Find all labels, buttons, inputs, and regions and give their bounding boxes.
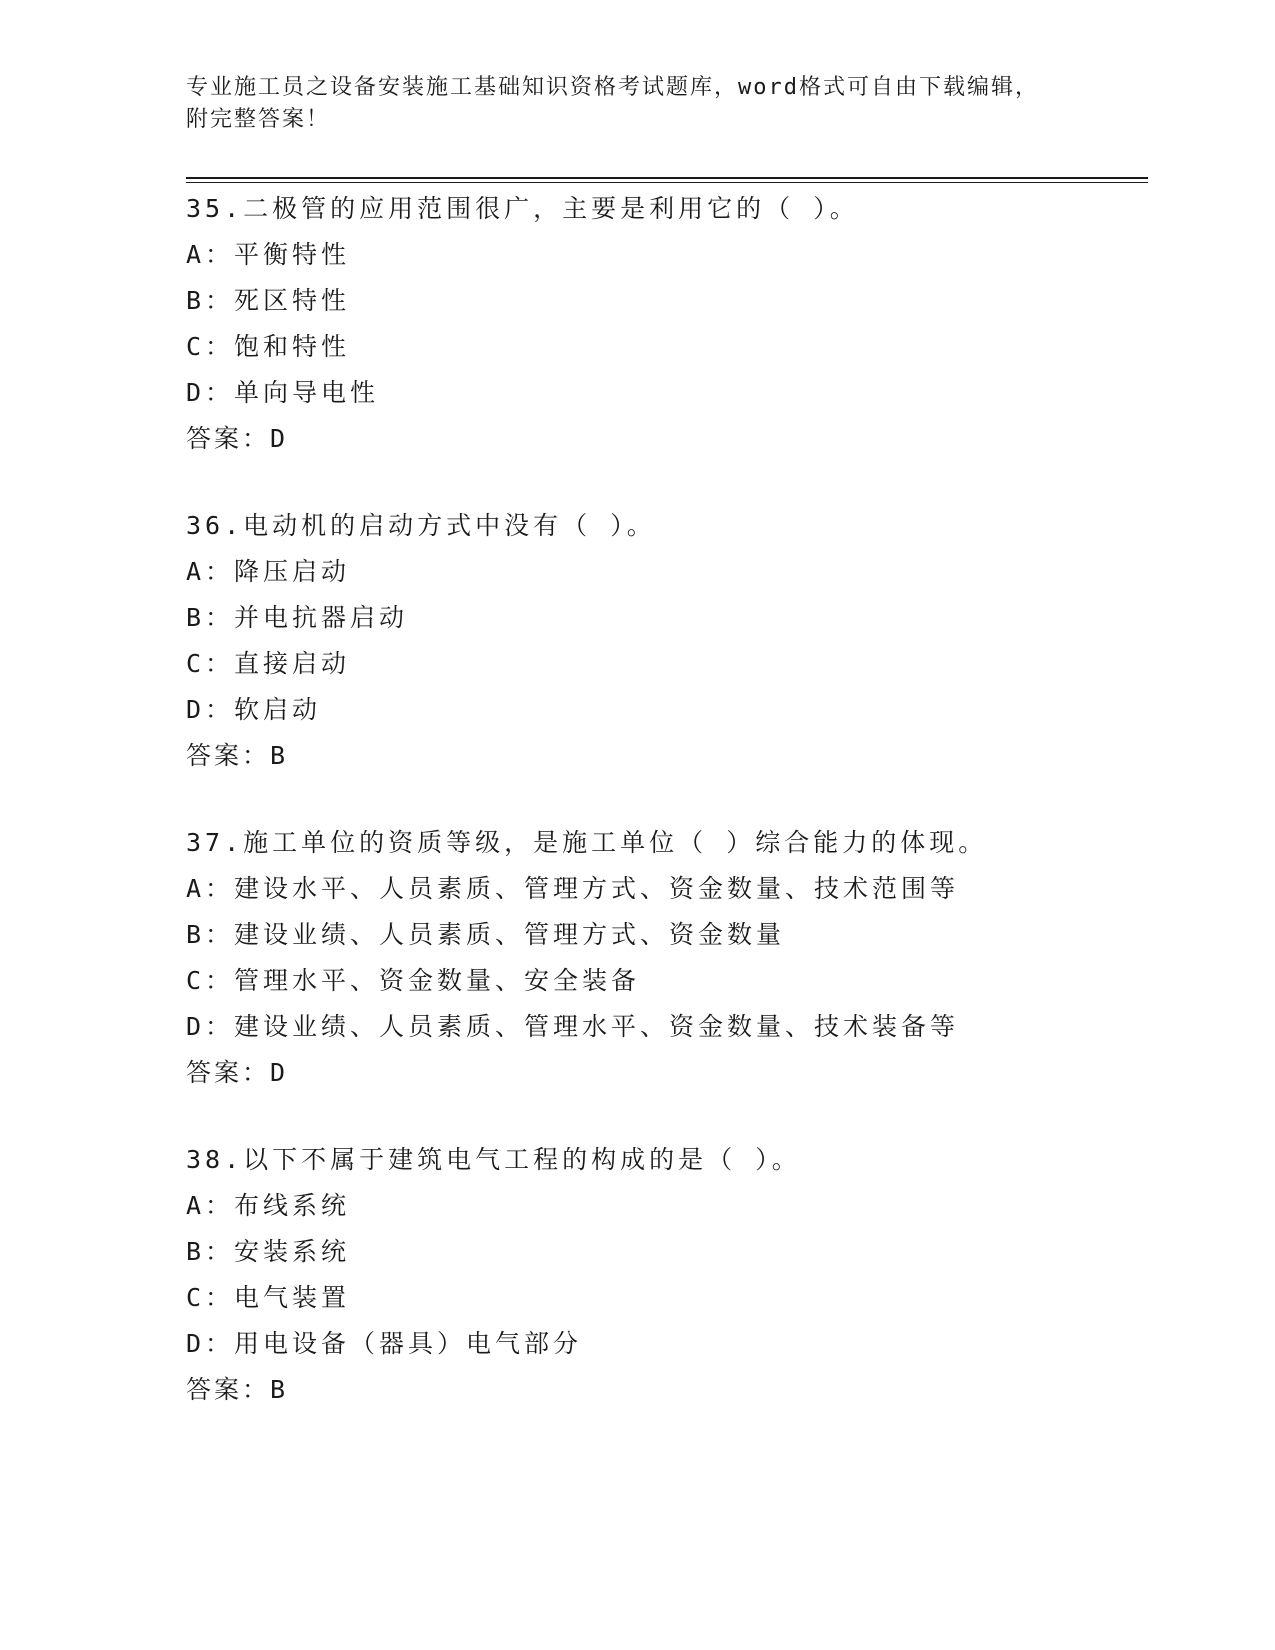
answer-label: 答案：: [186, 741, 271, 770]
option-d: D：用电设备（器具）电气部分: [186, 1329, 583, 1358]
option-a: A：平衡特性: [186, 240, 351, 269]
answer-value: D: [270, 424, 287, 453]
option-a: A：布线系统: [186, 1191, 351, 1220]
question-35: [186, 186, 1146, 462]
option-c: C：饱和特性: [186, 332, 351, 361]
answer-line: [186, 416, 1146, 462]
answer-label: 答案：: [186, 424, 271, 453]
header-line-1: 专业施工员之设备安装施工基础知识资格考试题库，word格式可自由下载编辑，: [186, 75, 1039, 100]
header-divider-thick: [186, 177, 1148, 179]
option-b: B：死区特性: [186, 286, 351, 315]
question-37: [186, 820, 1146, 1096]
option-a: A：降压启动: [186, 557, 351, 586]
question-stem: 38.以下不属于建筑电气工程的构成的是（ ）。: [186, 1145, 801, 1174]
question-36: [186, 503, 1146, 779]
option-b: B：并电抗器启动: [186, 603, 409, 632]
document-header: [186, 72, 1086, 136]
answer-line: [186, 733, 1146, 779]
option-d: D：软启动: [186, 695, 322, 724]
answer-line: [186, 1050, 1146, 1096]
answer-label: 答案：: [186, 1058, 271, 1087]
option-c: C：管理水平、资金数量、安全装备: [186, 966, 641, 995]
answer-value: B: [270, 1375, 287, 1404]
option-d: D：单向导电性: [186, 378, 380, 407]
option-c: C：电气装置: [186, 1283, 351, 1312]
header-line-2: 附完整答案！: [186, 107, 331, 132]
option-d: D：建设业绩、人员素质、管理水平、资金数量、技术装备等: [186, 1012, 960, 1041]
question-stem: 36.电动机的启动方式中没有（ ）。: [186, 511, 656, 540]
answer-value: B: [270, 741, 287, 770]
option-b: B：建设业绩、人员素质、管理方式、资金数量: [186, 920, 786, 949]
option-b: B：安装系统: [186, 1237, 351, 1266]
answer-value: D: [270, 1058, 287, 1087]
question-38: [186, 1137, 1146, 1413]
option-c: C：直接启动: [186, 649, 351, 678]
answer-line: [186, 1367, 1146, 1413]
option-a: A：建设水平、人员素质、管理方式、资金数量、技术范围等: [186, 874, 960, 903]
question-stem: 35.二极管的应用范围很广，主要是利用它的（ ）。: [186, 194, 859, 223]
question-stem: 37.施工单位的资质等级，是施工单位（ ）综合能力的体现。: [186, 828, 988, 857]
header-divider-thin: [186, 182, 1148, 183]
answer-label: 答案：: [186, 1375, 271, 1404]
